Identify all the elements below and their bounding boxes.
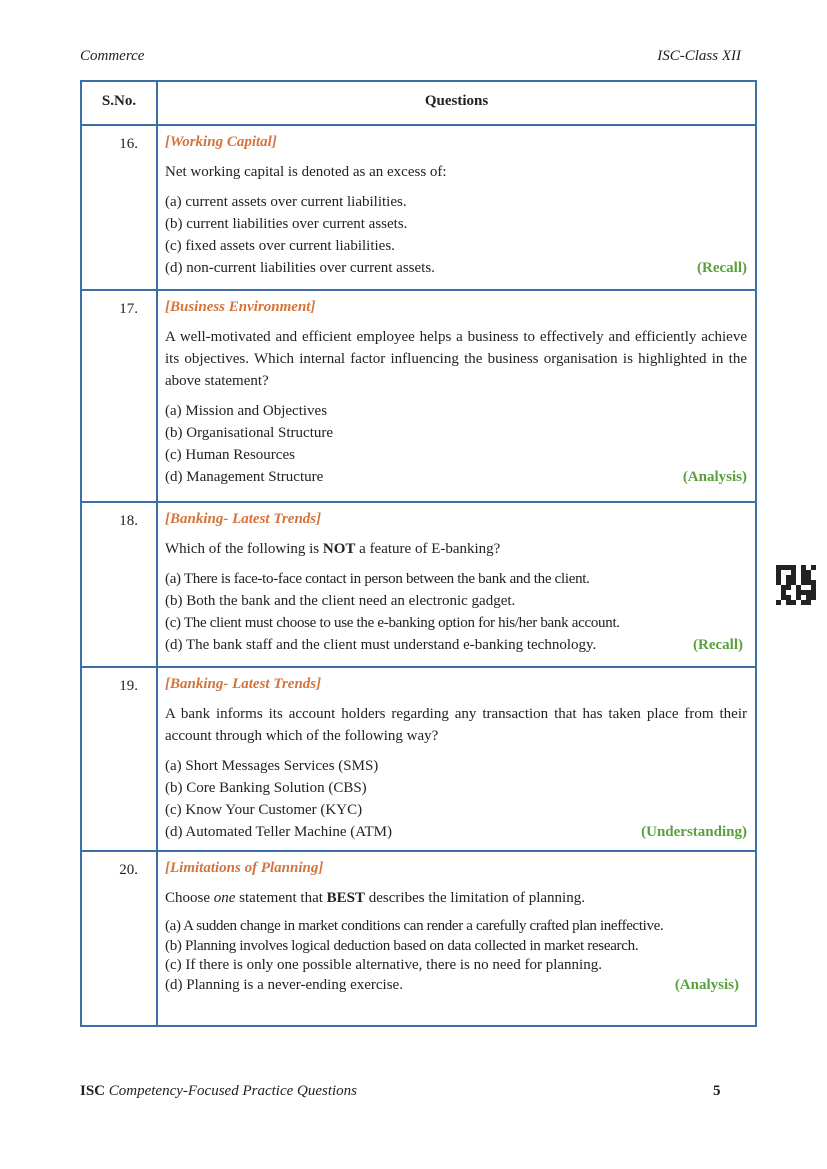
option: (b) Planning involves logical deduction based on data collected in market research. <box>165 937 639 954</box>
cognitive-level: (Understanding) <box>641 824 747 840</box>
table-header <box>82 82 755 124</box>
question-row-20 <box>82 850 755 1025</box>
option: (c) fixed assets over current liabilities. <box>165 238 395 254</box>
header-class: ISC-Class XII <box>657 48 741 64</box>
question-topic: [Banking- Latest Trends] <box>165 676 322 692</box>
option: (c) If there is only one possible alternative, there is no need for planning. <box>165 957 602 973</box>
option: (c) Human Resources <box>165 447 295 463</box>
option: (b) Both the bank and the client need an electronic gadget. <box>165 593 516 609</box>
question-number: 18. <box>82 503 158 666</box>
question-stem: A well-motivated and efficient employee helps a business to effectively and efficiently achieve its objectives. Which internal factor influencing the business organisation is highlighted in the above statement? <box>165 329 747 389</box>
question-topic: [Business Environment] <box>165 299 316 315</box>
question-row-17 <box>82 289 755 501</box>
question-topic: [Working Capital] <box>165 134 277 150</box>
question-row-18 <box>82 501 755 666</box>
option: (a) Mission and Objectives <box>165 403 328 419</box>
option: (d) The bank staff and the client must understand e-banking technology. (Recall) <box>165 634 747 656</box>
question-number: 17. <box>82 291 158 501</box>
option: (b) current liabilities over current assets. <box>165 216 408 232</box>
question-stem: Choose one statement that BEST describes the limitation of planning. <box>165 890 585 906</box>
page-number: 5 <box>713 1083 721 1099</box>
cognitive-level: (Analysis) <box>682 469 747 485</box>
option: (d) non-current liabilities over current assets. (Recall) <box>165 257 747 279</box>
col-sno: S.No. <box>82 82 158 124</box>
option: (a) Short Messages Services (SMS) <box>165 758 379 774</box>
option: (b) Organisational Structure <box>165 425 334 441</box>
col-questions: Questions <box>424 93 489 109</box>
question-number: 20. <box>82 852 158 1025</box>
option: (b) Core Banking Solution (CBS) <box>165 780 367 796</box>
qr-code-icon <box>776 565 816 605</box>
question-row-16 <box>82 124 755 289</box>
question-stem: Net working capital is denoted as an excess of: <box>165 164 447 180</box>
cognitive-level: (Recall) <box>693 637 743 653</box>
question-row-19 <box>82 666 755 850</box>
footer-title: ISC Competency-Focused Practice Questions <box>80 1083 358 1099</box>
questions-table <box>80 80 757 1027</box>
question-stem: A bank informs its account holders regarding any transaction that has taken place from their account through which of the following way? <box>165 706 747 744</box>
option: (d) Automated Teller Machine (ATM) (Understanding) <box>165 821 747 843</box>
option: (d) Management Structure (Analysis) <box>165 466 747 488</box>
header-subject: Commerce <box>80 48 145 64</box>
question-topic: [Banking- Latest Trends] <box>165 511 322 527</box>
option: (c) The client must choose to use the e-banking option for his/her bank account. <box>165 615 620 631</box>
cognitive-level: (Analysis) <box>674 976 739 993</box>
option: (d) Planning is a never-ending exercise. (Analysis) <box>165 976 747 996</box>
question-number: 19. <box>82 668 158 850</box>
question-number: 16. <box>82 126 158 289</box>
option: (c) Know Your Customer (KYC) <box>165 802 363 818</box>
option: (a) current assets over current liabilities. <box>165 194 407 210</box>
cognitive-level: (Recall) <box>697 260 747 276</box>
question-stem: Which of the following is NOT a feature of E-banking? <box>165 541 501 557</box>
option: (a) There is face-to-face contact in person between the bank and the client. <box>165 571 590 587</box>
option: (a) A sudden change in market conditions can render a carefully crafted plan ineffective. <box>165 918 664 934</box>
question-topic: [Limitations of Planning] <box>165 860 324 876</box>
